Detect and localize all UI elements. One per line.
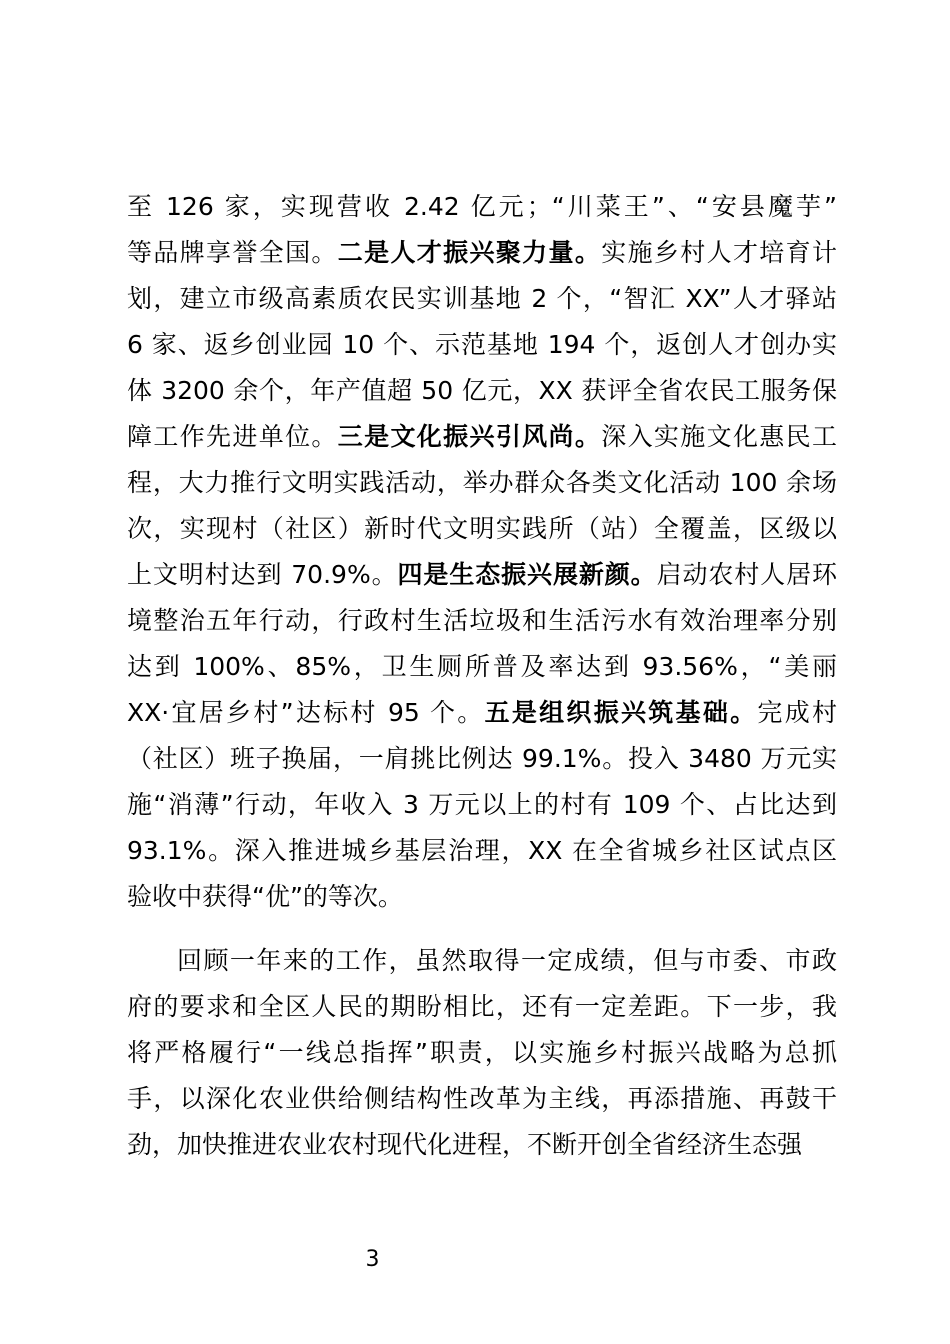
text-segment: XX·宜居乡村”达标村 95 个。 bbox=[127, 698, 485, 727]
text-line bbox=[127, 1076, 837, 1122]
text-segment: 劲，加快推进农业农村现代化进程，不断开创全省经济生态强 bbox=[127, 1130, 803, 1159]
text-line bbox=[127, 460, 837, 506]
paragraph-gap bbox=[127, 920, 837, 938]
text-segment: 启动农村人居环 bbox=[656, 560, 837, 589]
text-line bbox=[127, 184, 837, 230]
text-segment: 障工作先进单位。 bbox=[127, 422, 338, 451]
text-segment: 至 126 家，实现营收 2.42 亿元；“川菜王”、“安县魔芋” bbox=[127, 192, 837, 221]
text-segment: 次，实现村（社区）新时代文明实践所（站）全覆盖，区级以 bbox=[127, 514, 837, 543]
text-line bbox=[127, 506, 837, 552]
bold-heading-phrase: 二是人才振兴聚力量。 bbox=[337, 238, 602, 267]
text-segment: 回顾一年来的工作，虽然取得一定成绩，但与市委、市政 bbox=[177, 946, 837, 975]
bold-heading-phrase: 四是生态振兴展新颜。 bbox=[397, 560, 657, 589]
text-line bbox=[127, 828, 837, 874]
body-text bbox=[127, 184, 837, 1168]
text-segment: 施“消薄”行动，年收入 3 万元以上的村有 109 个、占比达到 bbox=[127, 790, 837, 819]
text-line bbox=[127, 276, 837, 322]
text-line bbox=[127, 598, 837, 644]
text-line bbox=[127, 1030, 837, 1076]
text-segment: 将严格履行“一线总指挥”职责，以实施乡村振兴战略为总抓 bbox=[127, 1038, 837, 1067]
text-segment: 府的要求和全区人民的期盼相比，还有一定差距。下一步，我 bbox=[127, 992, 837, 1021]
text-line bbox=[127, 644, 837, 690]
text-segment: 93.1%。深入推进城乡基层治理，XX 在全省城乡社区试点区 bbox=[127, 836, 837, 865]
text-segment: 验收中获得“优”的等次。 bbox=[127, 882, 403, 911]
text-line bbox=[127, 552, 837, 598]
text-segment: 完成村 bbox=[757, 698, 837, 727]
text-line bbox=[127, 984, 837, 1030]
paragraph-1 bbox=[127, 184, 837, 920]
text-line bbox=[127, 938, 837, 984]
paragraph-2 bbox=[127, 938, 837, 1168]
text-line bbox=[127, 736, 837, 782]
text-segment: 6 家、返乡创业园 10 个、示范基地 194 个，返创人才创办实 bbox=[127, 330, 837, 359]
text-line bbox=[127, 782, 837, 828]
text-segment: 体 3200 余个，年产值超 50 亿元，XX 获评全省农民工服务保 bbox=[127, 376, 837, 405]
text-line bbox=[127, 414, 837, 460]
text-line bbox=[127, 368, 837, 414]
text-line bbox=[127, 230, 837, 276]
text-line bbox=[127, 690, 837, 736]
text-line bbox=[127, 1122, 837, 1168]
bold-heading-phrase: 五是组织振兴筑基础。 bbox=[484, 698, 758, 727]
text-segment: 手，以深化农业供给侧结构性改革为主线，再添措施、再鼓干 bbox=[127, 1084, 837, 1113]
text-segment: 深入实施文化惠民工 bbox=[601, 422, 837, 451]
text-segment: 境整治五年行动，行政村生活垃圾和生活污水有效治理率分别 bbox=[127, 606, 837, 635]
text-line bbox=[127, 874, 837, 920]
page-number: 3 bbox=[365, 1247, 380, 1272]
text-line bbox=[127, 322, 837, 368]
text-segment: 划，建立市级高素质农民实训基地 2 个，“智汇 XX”人才驿站 bbox=[127, 284, 837, 313]
text-segment: 等品牌享誉全国。 bbox=[127, 238, 338, 267]
text-segment: 达到 100%、85%，卫生厕所普及率达到 93.56%，“美丽 bbox=[127, 652, 837, 681]
text-segment: 程，大力推行文明实践活动，举办群众各类文化活动 100 余场 bbox=[127, 468, 837, 497]
bold-heading-phrase: 三是文化振兴引风尚。 bbox=[337, 422, 602, 451]
text-segment: （社区）班子换届，一肩挑比例达 99.1%。投入 3480 万元实 bbox=[127, 744, 837, 773]
text-segment: 实施乡村人才培育计 bbox=[601, 238, 837, 267]
text-segment: 上文明村达到 70.9%。 bbox=[127, 560, 398, 589]
